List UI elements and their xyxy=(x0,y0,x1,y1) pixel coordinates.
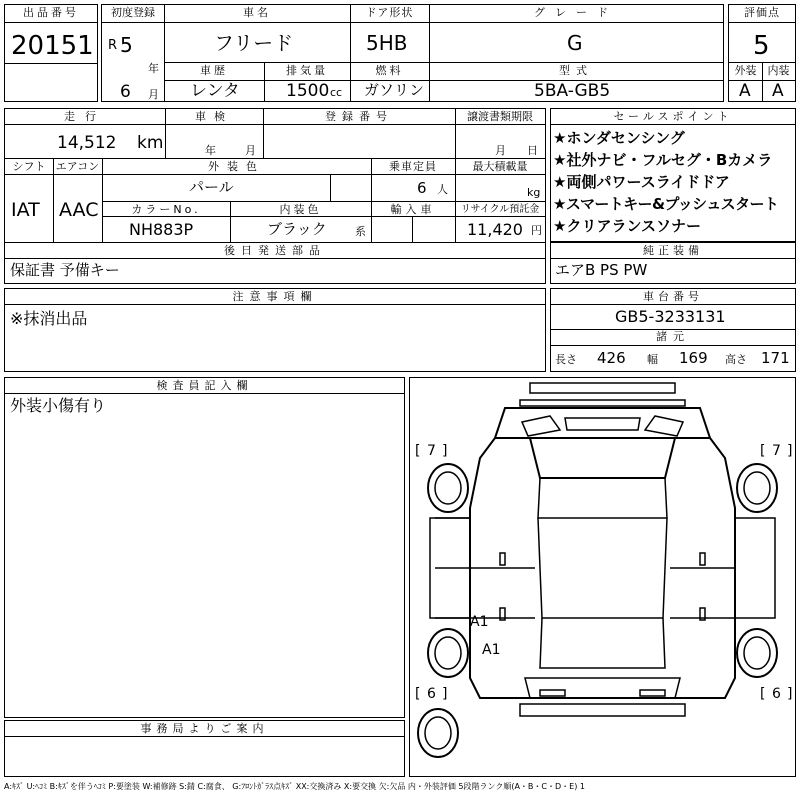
mileage: 14,512 xyxy=(57,133,117,153)
load-label: 最大積載量 xyxy=(472,160,528,173)
svg-text:[: [ xyxy=(760,686,766,702)
svg-text:]: ] xyxy=(787,686,793,702)
sales-point-item: ★クリアランスソナー xyxy=(553,217,701,235)
interior-color-label: 内装色 xyxy=(279,203,322,216)
mileage-label: 走行 xyxy=(64,110,106,123)
car-diagram xyxy=(410,378,795,776)
inspector-notes: 外装小傷有り xyxy=(10,396,107,415)
chassis-box xyxy=(550,288,796,372)
inspector-box xyxy=(4,377,405,718)
damage-mark-2: A1 xyxy=(482,642,501,658)
legend: A:ｷｽﾞ U:ﾍｺﾐ B:ｷｽﾞを伴うﾍｺﾐ P:要塗装 W:補修跡 S:錆 C:腐食、 G:ﾌﾛﾝﾄｶﾞﾗｽ点ｷｽﾞ XX:交換済み X:要交換 欠:欠品 内・外装評価 5段階ランク順(A・B・C・D・E) 1 xyxy=(4,782,585,791)
transfer-month-unit: 月 xyxy=(495,144,506,157)
car-name: フリード xyxy=(214,31,294,55)
dimensions-label: 諸元 xyxy=(656,330,690,343)
ext-grade: A xyxy=(739,81,751,101)
width: 169 xyxy=(679,349,708,367)
inspection-month-unit: 月 xyxy=(245,144,256,157)
capacity: 6 xyxy=(417,179,427,197)
lot-box xyxy=(4,4,98,102)
height: 171 xyxy=(761,349,790,367)
tire-fr-value: 7 xyxy=(772,443,781,459)
notes-label: 注意事項欄 xyxy=(232,290,318,303)
svg-text:]: ] xyxy=(442,443,448,459)
length: 426 xyxy=(597,349,626,367)
notes-box xyxy=(4,288,546,372)
recycle-label: リサイクル預託金 xyxy=(460,204,540,215)
lot-label: 出品番号 xyxy=(23,6,79,19)
lot-number: 20151 xyxy=(11,31,94,61)
later-parts-label: 後日発送部品 xyxy=(224,244,326,257)
interior-color-suffix: 系 xyxy=(355,225,366,238)
svg-text:[: [ xyxy=(415,686,421,702)
interior-color: ブラック xyxy=(267,220,327,238)
main-info-box xyxy=(101,4,724,102)
first-reg-label: 初度登録 xyxy=(111,6,155,19)
sales-points-label: セールスポイント xyxy=(613,110,733,123)
capacity-unit: 人 xyxy=(437,183,448,196)
load-unit: kg xyxy=(527,186,541,199)
year-unit: 年 xyxy=(148,62,159,75)
length-label: 長さ xyxy=(555,353,577,366)
equipment-label: 純正装備 xyxy=(643,244,703,257)
equipment-box xyxy=(550,242,796,284)
chassis-number: GB5-3233131 xyxy=(615,307,726,326)
fuel-label: 燃料 xyxy=(375,64,404,77)
displacement-label: 排気量 xyxy=(286,64,328,77)
sales-point-item: ★両側パワースライドドア xyxy=(553,173,730,191)
history: レンタ xyxy=(190,81,240,101)
month-unit: 月 xyxy=(148,88,159,101)
svg-text:]: ] xyxy=(442,686,448,702)
recycle: 11,420 xyxy=(467,220,523,239)
displacement: 1500 xyxy=(286,81,330,101)
score: 5 xyxy=(753,31,770,61)
width-label: 幅 xyxy=(647,353,658,366)
sales-point-item: ★ホンダセンシング xyxy=(553,129,685,147)
score-label: 評価点 xyxy=(744,6,780,19)
int-grade: A xyxy=(772,81,784,101)
score-box xyxy=(728,4,796,102)
notes: ※抹消出品 xyxy=(10,309,88,328)
sales-point-item: ★スマートキー&プッシュスタート xyxy=(553,195,779,213)
door-type: 5HB xyxy=(366,31,408,55)
color-no-label: カラーNo. xyxy=(131,203,201,216)
int-label: 内装 xyxy=(767,64,790,77)
shift-label: シフト xyxy=(12,160,46,173)
displacement-unit: cc xyxy=(330,86,343,99)
first-reg-year: 5 xyxy=(120,33,133,57)
door-label: ドア形状 xyxy=(365,6,414,19)
model: 5BA-GB5 xyxy=(534,81,611,101)
damage-mark-1: A1 xyxy=(470,614,489,630)
mileage-unit: km xyxy=(137,133,164,153)
ac-label: エアコン xyxy=(55,160,100,173)
history-label: 車歴 xyxy=(200,64,228,77)
grade: G xyxy=(567,31,583,55)
fuel: ガソリン xyxy=(364,81,425,99)
tire-rl-value: 6 xyxy=(427,686,436,702)
capacity-label: 乗車定員 xyxy=(389,160,437,173)
svg-text:]: ] xyxy=(787,443,793,459)
shift: IAT xyxy=(11,199,40,221)
office-box xyxy=(4,720,405,777)
transfer-day-unit: 日 xyxy=(527,144,538,157)
model-label: 型式 xyxy=(559,64,593,77)
later-parts: 保証書 予備キー xyxy=(10,261,120,279)
ext-label: 外装 xyxy=(734,64,757,77)
inspection-year-unit: 年 xyxy=(205,144,216,157)
inspector-label: 検査員記入欄 xyxy=(156,379,253,392)
office-label: 事務局よりご案内 xyxy=(140,722,269,735)
tire-fl-value: 7 xyxy=(427,443,436,459)
car-name-label: 車名 xyxy=(243,6,271,19)
transfer-label: 譲渡書類期限 xyxy=(467,110,533,123)
sales-points-box xyxy=(550,108,796,242)
sales-point-item: ★社外ナビ・フルセグ・Bカメラ xyxy=(553,151,773,169)
svg-text:[: [ xyxy=(760,443,766,459)
details-box xyxy=(4,108,546,284)
era: R xyxy=(108,38,118,53)
first-reg-month: 6 xyxy=(120,82,131,102)
chassis-label: 車台番号 xyxy=(643,290,703,303)
inspection-label: 車検 xyxy=(195,110,233,123)
ac: AAC xyxy=(59,199,99,221)
equipment-value: エアB PS PW xyxy=(555,261,648,279)
tire-rr-value: 6 xyxy=(772,686,781,702)
recycle-unit: 円 xyxy=(531,224,542,237)
reg-no-label: 登録番号 xyxy=(325,110,393,123)
car-diagram-box xyxy=(409,377,796,777)
color-no: NH883P xyxy=(129,220,194,239)
import-label: 輸入車 xyxy=(390,203,436,216)
svg-text:[: [ xyxy=(415,443,421,459)
color-label: 外装色 xyxy=(208,160,265,173)
height-label: 高さ xyxy=(725,353,747,366)
color: パール xyxy=(189,178,234,196)
grade-label: グレード xyxy=(534,6,618,19)
